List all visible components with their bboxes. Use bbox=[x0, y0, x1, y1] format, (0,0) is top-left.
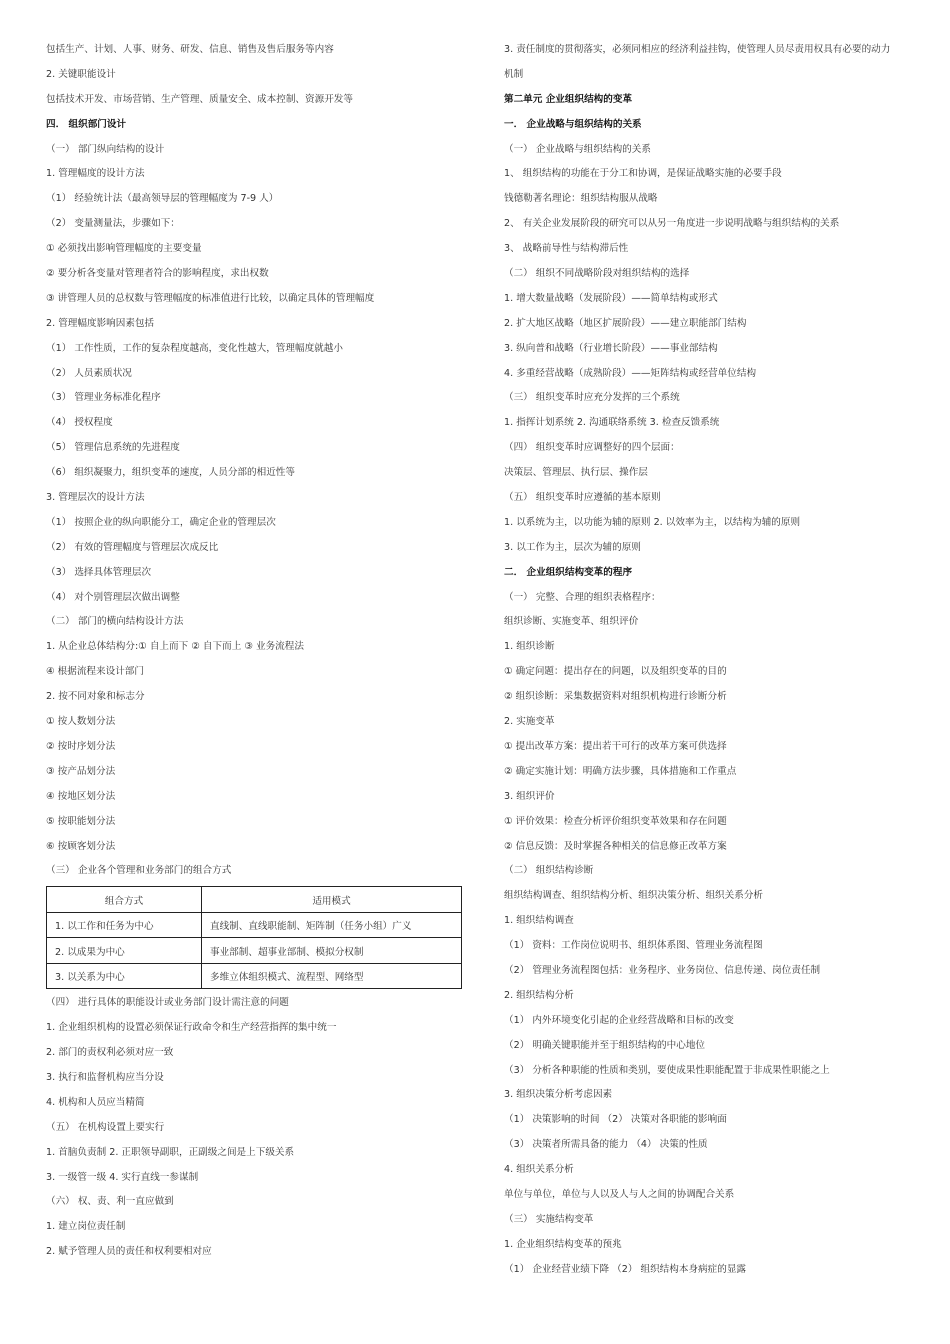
text-line: 1. 增大数量战略（发展阶段）——简单结构或形式 bbox=[504, 292, 718, 304]
table-cell: 3. 以关系为中心 bbox=[47, 963, 202, 989]
text-line: （4） 对个别管理层次做出调整 bbox=[46, 591, 180, 603]
text-line: （2） 变量测量法，步骤如下： bbox=[46, 218, 180, 230]
text-line: （1） 按照企业的纵向职能分工，确定企业的管理层次 bbox=[46, 516, 276, 528]
table-cell: 多维立体组织模式、流程型、网络型 bbox=[202, 963, 462, 989]
text-line: （3） 管理业务标准化程序 bbox=[46, 392, 161, 404]
text-line: （1） 内外环境变化引起的企业经营战略和目标的改变 bbox=[504, 1014, 734, 1026]
text-line: 3. 管理层次的设计方法 bbox=[46, 492, 145, 504]
text-line: 包括生产、计划、人事、财务、研发、信息、销售及售后服务等内容 bbox=[46, 44, 334, 55]
text-line: 3. 纵向普和战略（行业增长阶段）——事业部结构 bbox=[504, 342, 718, 354]
text-line: （6） 组织凝聚力，组织变革的速度，人员分部的相近性等 bbox=[46, 467, 295, 479]
text-line: 2. 按不同对象和标志分 bbox=[46, 691, 145, 703]
text-line: （1） 工作性质，工作的复杂程度越高，变化性越大，管理幅度就越小 bbox=[46, 342, 343, 354]
text-line: ① 按人数划分法 bbox=[46, 716, 116, 728]
text-line: ① 确定问题：提出存在的问题，以及组织变革的目的 bbox=[504, 666, 727, 678]
text-line: （1） 资料：工作岗位说明书、组织体系图、管理业务流程图 bbox=[504, 940, 763, 952]
table-cell: 直线制、直线职能制、矩阵制（任务小组）广义 bbox=[202, 912, 462, 938]
text-line: 1. 企业组织结构变革的预兆 bbox=[504, 1238, 622, 1250]
text-line: 4. 机构和人员应当精简 bbox=[46, 1096, 145, 1108]
text-line: 钱德勒著名理论：组织结构服从战略 bbox=[504, 193, 658, 205]
left-text-block-before-table bbox=[46, 38, 464, 884]
text-line: （2） 有效的管理幅度与管理层次成反比 bbox=[46, 541, 219, 553]
text-line: 2. 实施变革 bbox=[504, 716, 555, 728]
text-line: 1. 指挥计划系统 2. 沟通联络系统 3. 检查反馈系统 bbox=[504, 417, 720, 429]
section-heading: 四． 组织部门设计 bbox=[46, 118, 127, 130]
section-heading: 一． 企业战略与组织结构的关系 bbox=[504, 118, 642, 130]
text-line: 1. 管理幅度的设计方法 bbox=[46, 168, 145, 180]
section-heading: 第二单元 企业组织结构的变革 bbox=[504, 93, 633, 105]
text-line: 3. 组织决策分析考虑因素 bbox=[504, 1089, 613, 1101]
text-line: 1. 以系统为主，以功能为辅的原则 2. 以效率为主，以结构为辅的原则 bbox=[504, 516, 801, 528]
text-line: ③ 讲管理人员的总权数与管理幅度的标准值进行比较，以确定具体的管理幅度 bbox=[46, 292, 375, 304]
text-line: ④ 根据流程来设计部门 bbox=[46, 666, 144, 678]
text-line: 1. 建立岗位责任制 bbox=[46, 1221, 126, 1233]
text-line: 3. 一级管一级 4. 实行直线一参谋制 bbox=[46, 1171, 199, 1183]
table-row bbox=[47, 963, 462, 989]
left-text-block-after-table bbox=[46, 991, 464, 1265]
text-line: ③ 按产品划分法 bbox=[46, 765, 116, 777]
text-line: ② 信息反馈：及时掌握各种相关的信息修正改革方案 bbox=[504, 840, 727, 852]
text-line: （二） 组织结构诊断 bbox=[504, 865, 594, 877]
table-header-cell: 适用模式 bbox=[202, 887, 462, 913]
text-line: 决策层、管理层、执行层、操作层 bbox=[504, 467, 648, 479]
text-line: （5） 管理信息系统的先进程度 bbox=[46, 442, 180, 454]
text-line: 4. 组织关系分析 bbox=[504, 1164, 574, 1176]
table-header-cell: 组合方式 bbox=[47, 887, 202, 913]
text-line: （3） 选择具体管理层次 bbox=[46, 566, 152, 578]
text-line: 组织诊断、实施变革、组织评价 bbox=[504, 616, 639, 628]
text-line: 1、 组织结构的功能在于分工和协调，是保证战略实施的必要手段 bbox=[504, 168, 782, 180]
text-line: 2. 组织结构分析 bbox=[504, 989, 574, 1001]
section-heading: 二． 企业组织结构变革的程序 bbox=[504, 566, 633, 578]
table-cell: 2. 以成果为中心 bbox=[47, 938, 202, 964]
text-line: （1） 企业经营业绩下降 （2） 组织结构本身病症的显露 bbox=[504, 1263, 747, 1275]
text-line: （一） 企业战略与组织结构的关系 bbox=[504, 143, 651, 155]
text-line: ① 必须找出影响管理幅度的主要变量 bbox=[46, 243, 202, 255]
text-line: （4） 授权程度 bbox=[46, 417, 113, 429]
text-line: （二） 组织不同战略阶段对组织结构的选择 bbox=[504, 268, 690, 280]
text-line: 1. 从企业总体结构分:① 自上而下 ② 自下而上 ③ 业务流程法 bbox=[46, 641, 304, 653]
text-line: （2） 明确关键职能并至于组织结构的中心地位 bbox=[504, 1039, 706, 1051]
text-line: 3. 责任制度的贯彻落实，必须同相应的经济利益挂钩，使管理人员尽责用权具有必要的动力 bbox=[504, 44, 891, 55]
text-line: （六） 权、责、利一直应做到 bbox=[46, 1196, 174, 1208]
table-row bbox=[47, 938, 462, 964]
text-line: 2. 扩大地区战略（地区扩展阶段）——建立职能部门结构 bbox=[504, 317, 747, 329]
text-line: （三） 实施结构变革 bbox=[504, 1213, 594, 1225]
text-line: 3. 组织评价 bbox=[504, 790, 555, 802]
text-line: 组织结构调查、组织结构分析、组织决策分析、组织关系分析 bbox=[504, 890, 764, 902]
text-line: ④ 按地区划分法 bbox=[46, 790, 116, 802]
text-line: 3. 以工作为主，层次为辅的原则 bbox=[504, 541, 641, 553]
text-line: ⑥ 按顾客划分法 bbox=[46, 840, 116, 852]
text-line: 单位与单位，单位与人以及人与人之间的协调配合关系 bbox=[504, 1188, 735, 1200]
text-line: （2） 管理业务流程图包括：业务程序、业务岗位、信息传递、岗位责任制 bbox=[504, 964, 821, 976]
text-line: 2. 管理幅度影响因素包括 bbox=[46, 317, 155, 329]
text-line: ⑤ 按职能划分法 bbox=[46, 815, 116, 827]
text-line: （三） 组织变革时应充分发挥的三个系统 bbox=[504, 392, 680, 404]
table-cell: 事业部制、超事业部制、模拟分权制 bbox=[202, 938, 462, 964]
text-line: 2、 有关企业发展阶段的研究可以从另一角度进一步说明战略与组织结构的关系 bbox=[504, 218, 840, 230]
left-column bbox=[46, 38, 464, 1265]
text-line: 2. 部门的责权利必须对应一致 bbox=[46, 1047, 174, 1059]
table-header-row bbox=[47, 887, 462, 913]
text-line: （四） 组织变革时应调整好的四个层面： bbox=[504, 442, 680, 454]
text-line: （一） 部门纵向结构的设计 bbox=[46, 143, 165, 155]
right-text-block bbox=[504, 38, 924, 1283]
text-line: 4. 多重经营战略（成熟阶段）——矩阵结构或经营单位结构 bbox=[504, 367, 757, 379]
text-line: （3） 分析各种职能的性质和类别，要使成果性职能配置于非成果性职能之上 bbox=[504, 1064, 830, 1076]
text-line: ② 组织诊断：采集数据资料对组织机构进行诊断分析 bbox=[504, 691, 727, 703]
text-line: 1. 组织诊断 bbox=[504, 641, 555, 653]
text-line: 包括技术开发、市场营销、生产管理、质量安全、成本控制、资源开发等 bbox=[46, 93, 353, 105]
text-line: 3. 执行和监督机构应当分设 bbox=[46, 1071, 164, 1083]
text-line: 1. 组织结构调查 bbox=[504, 915, 574, 927]
text-line: （1） 经验统计法（最高领导层的管理幅度为 7-9 人） bbox=[46, 193, 279, 205]
table-row bbox=[47, 912, 462, 938]
right-column bbox=[504, 38, 924, 1283]
text-line: （五） 在机构设置上要实行 bbox=[46, 1121, 165, 1133]
text-line: ① 评价效果：检查分析评价组织变革效果和存在问题 bbox=[504, 815, 727, 827]
text-line: ② 确定实施计划：明确方法步骤，具体措施和工作重点 bbox=[504, 765, 737, 777]
text-line: （3） 决策者所需具备的能力 （4） 决策的性质 bbox=[504, 1139, 708, 1151]
text-line: 1. 首脑负责制 2. 正职领导副职，正副级之间是上下级关系 bbox=[46, 1146, 295, 1158]
table-cell: 1. 以工作和任务为中心 bbox=[47, 912, 202, 938]
text-line: 2. 赋予管理人员的责任和权利要相对应 bbox=[46, 1246, 212, 1258]
text-line: （2） 人员素质状况 bbox=[46, 367, 132, 379]
text-line: ② 要分析各变量对管理者符合的影响程度，求出权数 bbox=[46, 268, 269, 280]
text-line: 机制 bbox=[504, 68, 524, 80]
text-line: 1. 企业组织机构的设置必须保证行政命令和生产经营指挥的集中统一 bbox=[46, 1022, 337, 1034]
combination-table bbox=[46, 886, 462, 989]
text-line: （四） 进行具体的职能设计或业务部门设计需注意的问题 bbox=[46, 997, 289, 1009]
text-line: （一） 完整、合理的组织表格程序： bbox=[504, 591, 661, 603]
text-line: 2. 关键职能设计 bbox=[46, 68, 116, 80]
text-line: ① 提出改革方案：提出若干可行的改革方案可供选择 bbox=[504, 740, 727, 752]
text-line: 3、 战略前导性与结构滞后性 bbox=[504, 243, 629, 255]
text-line: （三） 企业各个管理和业务部门的组合方式 bbox=[46, 865, 232, 877]
text-line: （五） 组织变革时应遵循的基本原则 bbox=[504, 492, 661, 504]
text-line: （1） 决策影响的时间 （2） 决策对各职能的影响面 bbox=[504, 1114, 727, 1126]
text-line: ② 按时序划分法 bbox=[46, 740, 116, 752]
text-line: （二） 部门的横向结构设计方法 bbox=[46, 616, 184, 628]
